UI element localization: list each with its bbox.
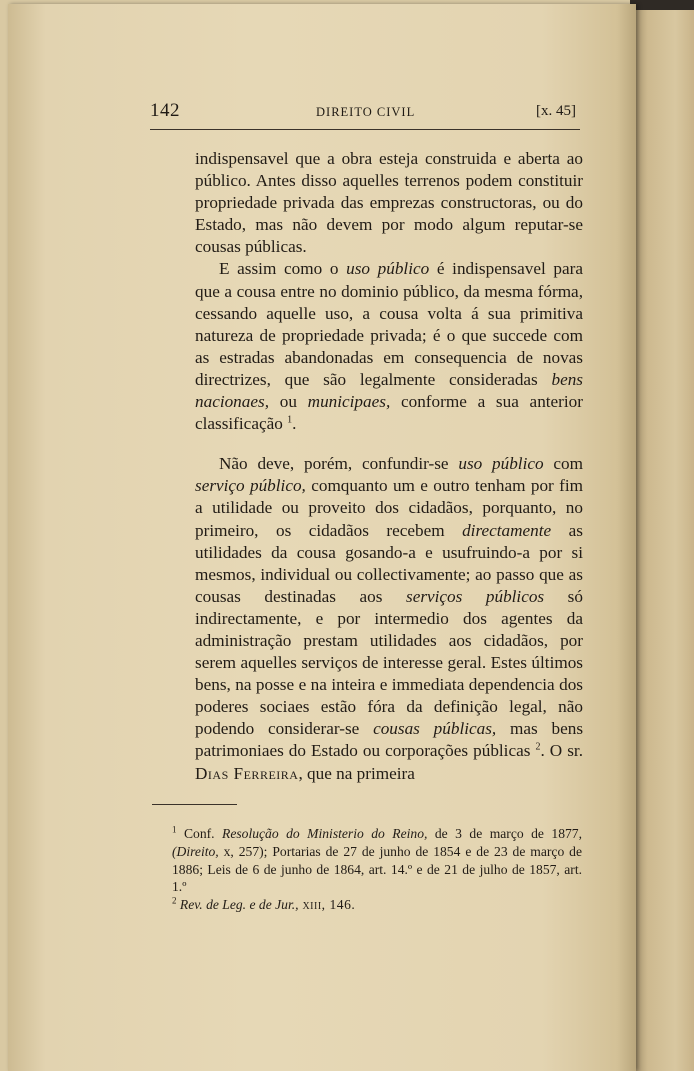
footnote-rule [152,804,237,805]
footnote-mark: 2 [172,895,177,906]
text-span: mas bens patrimoniaes do Estado ou corporações públicas [195,719,584,761]
text-span: , que na primeira [298,763,415,783]
body-text [195,148,583,785]
section-reference: [x. 45] [536,103,576,119]
text-span: Não deve, porém, confundir-se [219,454,459,474]
italic-term: Resolução do Ministerio do Reino, [222,826,428,841]
italic-term: bens nacionaes, [195,369,583,412]
running-title: DIREITO CIVIL [316,105,416,119]
italic-term: uso público [346,259,430,279]
text-span: . O sr. [540,741,583,761]
italic-term: directamente [462,520,552,540]
text-span: de 3 de março de 1877, [427,826,582,841]
header-rule [150,129,580,130]
text-span: com [543,454,583,474]
italic-term: (Direito, [172,843,219,859]
italic-term: Rev. de Leg. e de Jur., [179,897,299,913]
text-span: xiii, 146. [298,897,356,913]
italic-term: cousas públicas, [373,719,497,739]
footnote-2 [172,896,582,914]
footnote-reference: 1 [287,414,293,426]
text-span: conforme a sua anterior classificação [195,392,584,434]
author-name: Dias Ferreira [195,763,299,783]
paragraph-1 [195,148,583,258]
text-span: comquanto um e outro tenham por fim a utilidade ou proveito dos cidadãos, porquanto, no primeiro, os cidadãos recebem [195,476,583,540]
italic-term: municipaes, [307,392,391,412]
footnotes [172,825,582,914]
footnote-reference: 2 [535,741,541,753]
paragraph-3 [195,453,583,784]
text-span: E assim como o [219,259,347,279]
italic-term: serviços públicos [406,586,545,606]
footnote-mark: 1 [172,824,177,835]
text-span: ou [269,392,308,412]
italic-term: uso público [458,454,544,474]
text-span: é indispensavel para que a cousa entre no dominio público, da mesma fórma, cessando aquelle uso, a cousa volta á sua primitiva natureza de propriedade privada; é o que succede com as estradas abandonadas em consequencia de novas directrizes, que são legalmente consideradas [195,259,583,389]
text-span: só indirectamente, e por intermedio dos agentes da administração prestam utilidades aos cidadãos, por serem aquelles serviços de interesse geral. Estes últimos bens, na posse e na inteira e immediata dependencia dos poderes sociaes estão fóra da definição legal, não podendo considerar-se [195,586,583,739]
text-span: . [292,414,297,434]
text-span: as utilidades da cousa gosando-a e usufruindo-a por si mesmos, individual ou collectivamente; ao passo que as cousas destinadas aos [195,520,583,606]
italic-term: serviço público, [195,476,306,496]
text-span: Conf. [176,826,223,841]
page-number: 142 [150,100,180,121]
text-span: x, 257); Portarias de 27 de junho de 1854 e de 23 de março de 1886; Leis de 6 de junho de 1864, art. 14.º e de 21 de julho de 1857, art. 1.º [172,843,582,895]
adjacent-page-edge [632,10,694,1071]
paragraph-2 [195,258,583,435]
footnote-1 [172,825,582,896]
text-span: indispensavel que a obra esteja construida e aberta ao público. Antes disso aquelles terrenos podem constituir propriedade privada das emprezas constructoras, ou do Estado, mas não devem por modo algum reputar-se cousas públicas. [195,149,583,257]
